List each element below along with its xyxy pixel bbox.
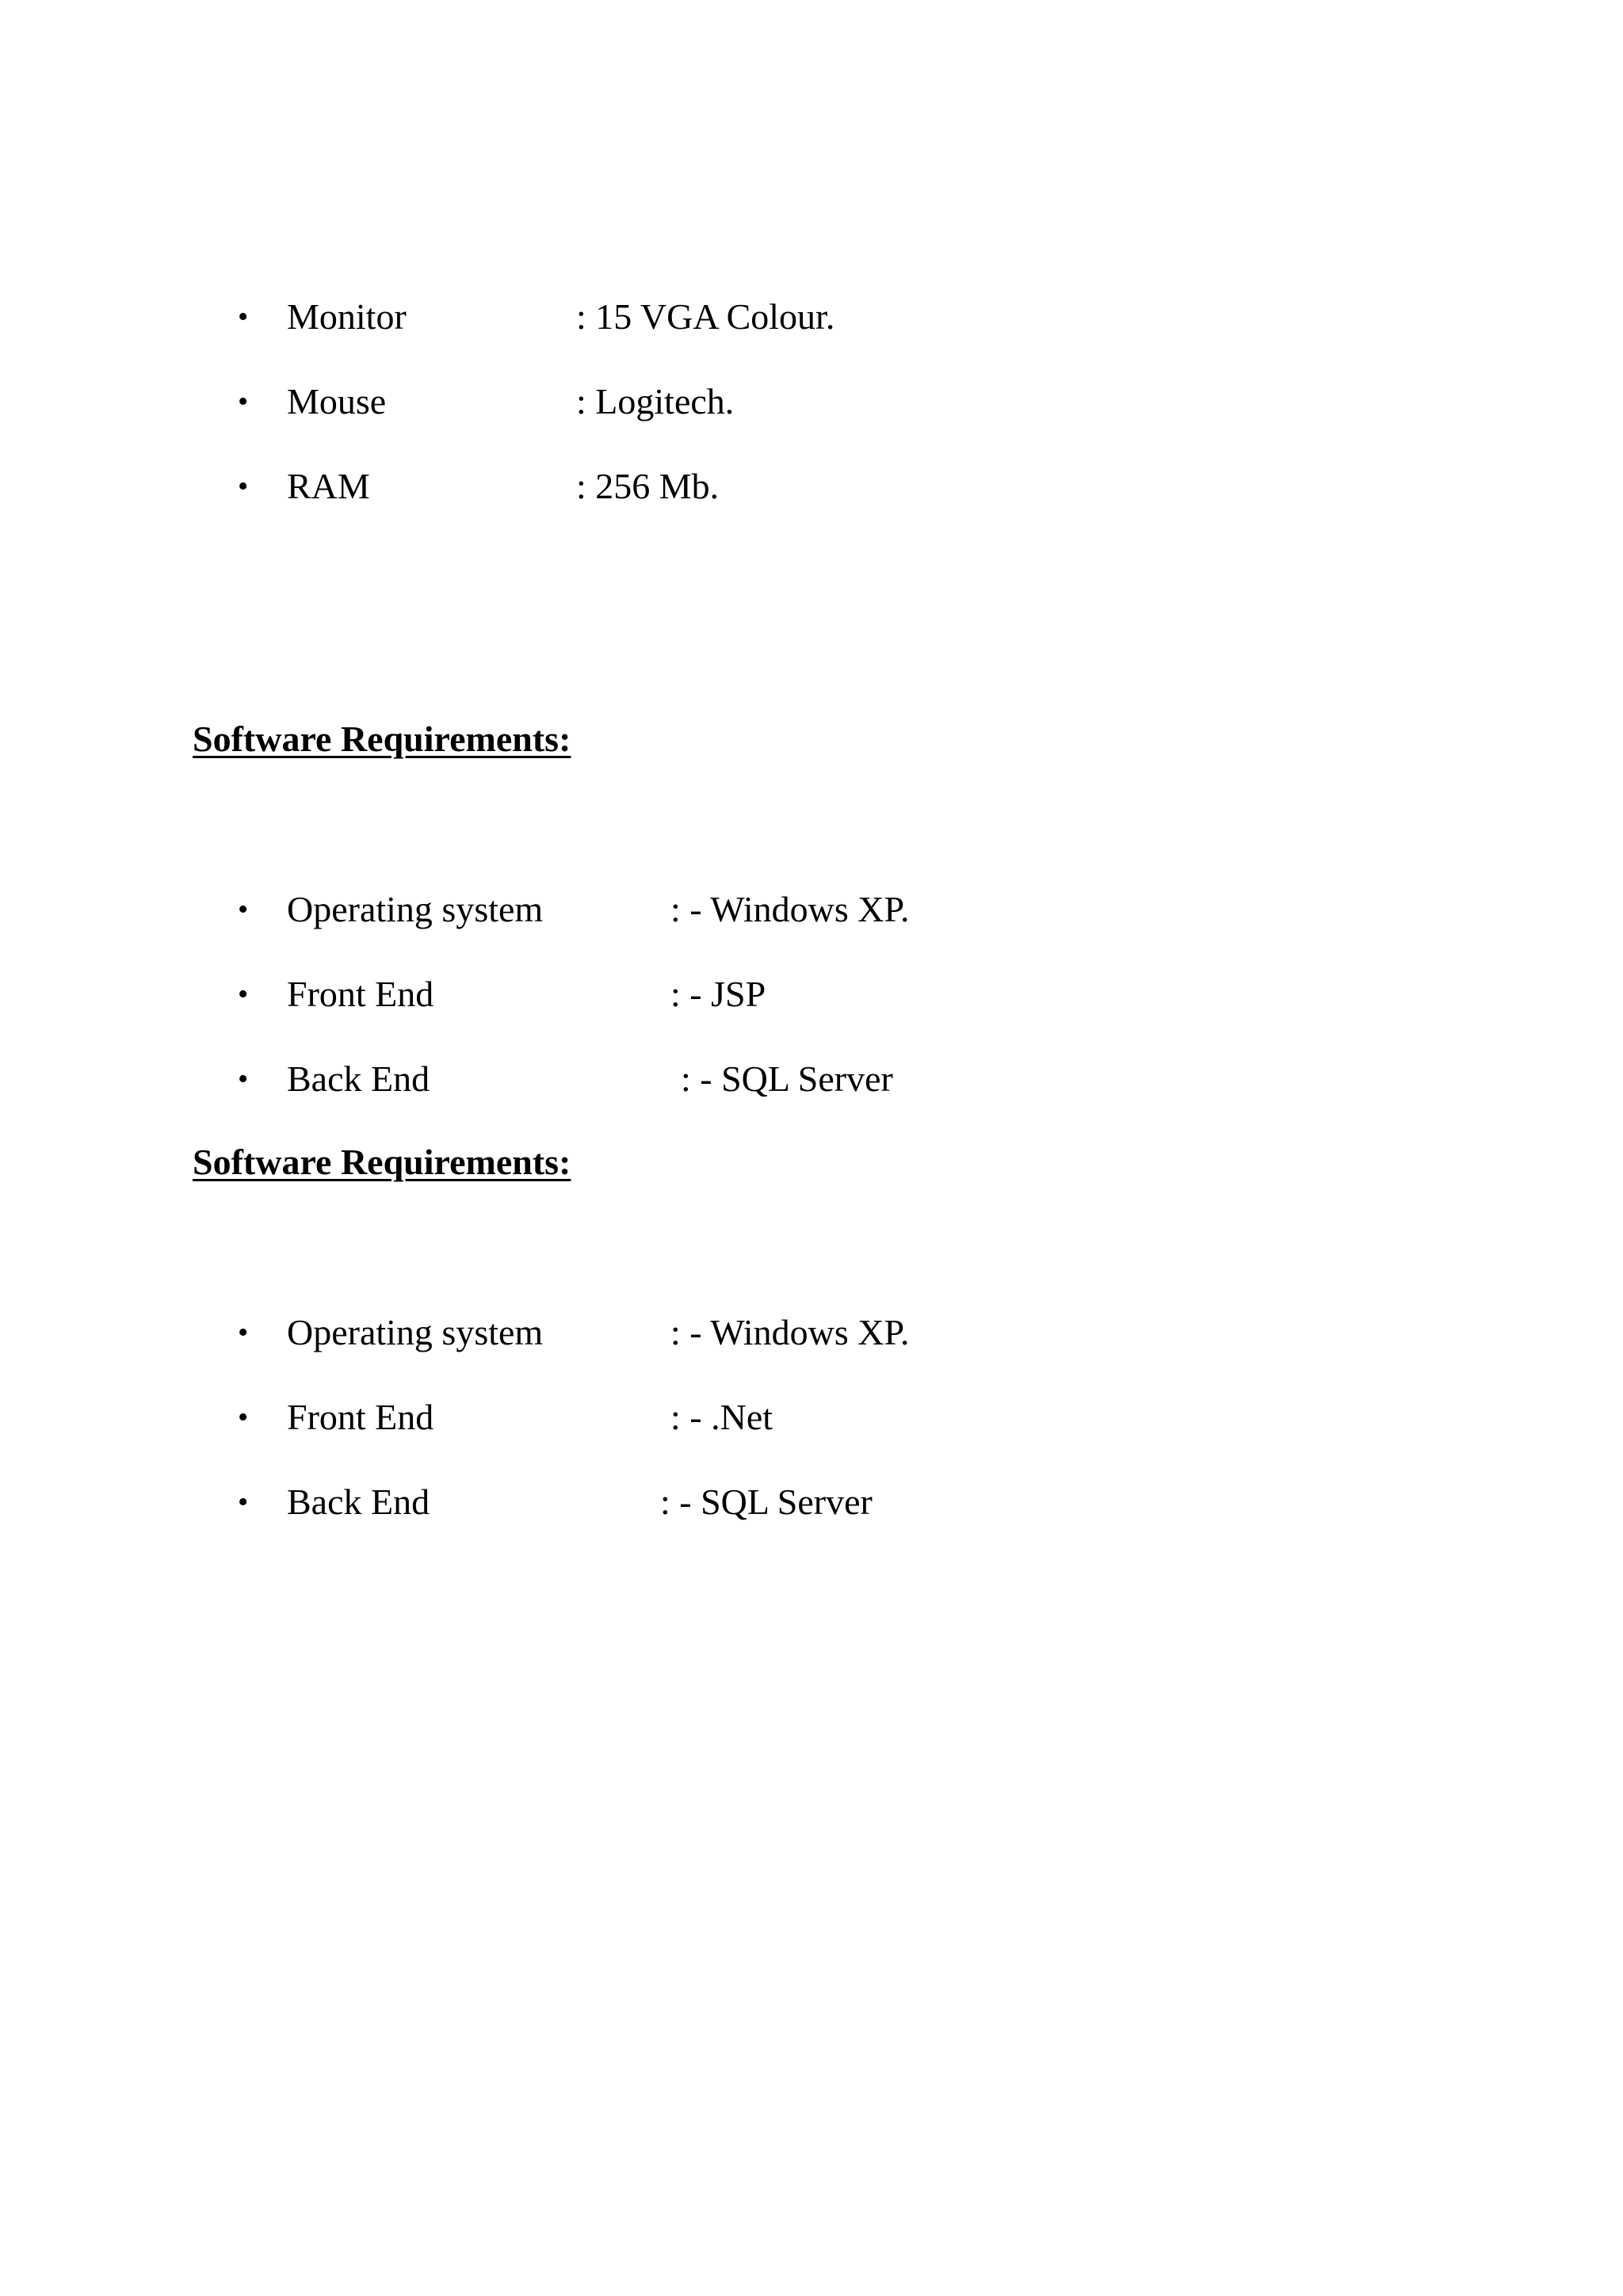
- bullet-icon: •: [238, 385, 249, 418]
- item-value: : 256 Mb.: [576, 466, 720, 506]
- bullet-icon: •: [238, 1401, 249, 1434]
- item-label: Mouse: [287, 381, 387, 421]
- item-label: Front End: [287, 1397, 434, 1437]
- item-value: : - JSP: [670, 974, 766, 1014]
- section-heading-software-2: Software Requirements:: [193, 1142, 571, 1182]
- item-value: : - Windows XP.: [670, 1312, 910, 1352]
- hardware-item-monitor: [0, 293, 1623, 341]
- bullet-icon: •: [238, 893, 249, 926]
- item-value: : - .Net: [670, 1397, 773, 1437]
- bullet-icon: •: [238, 1486, 249, 1519]
- section-heading-software-1: Software Requirements:: [193, 719, 571, 759]
- item-value: : 15 VGA Colour.: [576, 296, 835, 337]
- item-label: Monitor: [287, 296, 407, 337]
- bullet-icon: •: [238, 1062, 249, 1096]
- bullet-icon: •: [238, 300, 249, 334]
- bullet-icon: •: [238, 978, 249, 1011]
- item-label: Back End: [287, 1482, 430, 1522]
- software-1-item-back-end: [0, 1055, 1623, 1103]
- item-value: : - SQL Server: [681, 1058, 893, 1099]
- item-label: Front End: [287, 974, 434, 1014]
- item-label: RAM: [287, 466, 370, 506]
- software-1-item-os: [0, 886, 1623, 933]
- item-value: : - Windows XP.: [670, 889, 910, 929]
- item-label: Back End: [287, 1058, 430, 1099]
- software-2-item-os: [0, 1309, 1623, 1356]
- software-1-item-front-end: [0, 971, 1623, 1018]
- item-label: Operating system: [287, 1312, 544, 1352]
- item-label: Operating system: [287, 889, 544, 929]
- software-2-item-front-end: [0, 1394, 1623, 1441]
- item-value: : Logitech.: [576, 381, 735, 421]
- item-value: : - SQL Server: [660, 1482, 873, 1522]
- bullet-icon: •: [238, 470, 249, 503]
- hardware-item-mouse: [0, 378, 1623, 425]
- software-2-item-back-end: [0, 1478, 1623, 1526]
- bullet-icon: •: [238, 1316, 249, 1349]
- hardware-item-ram: [0, 463, 1623, 510]
